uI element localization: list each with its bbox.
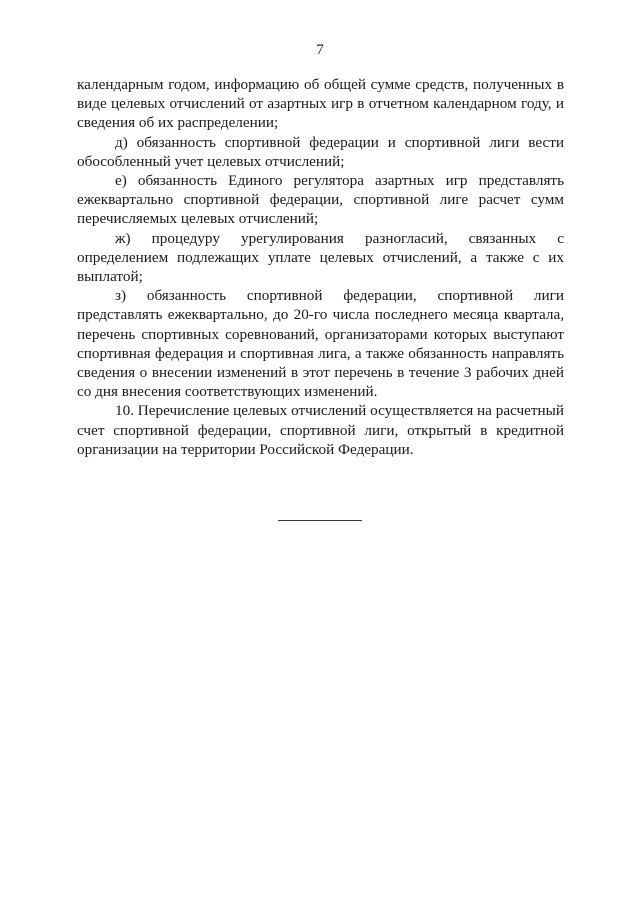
page-number: 7 <box>316 42 324 58</box>
document-body <box>77 75 564 459</box>
paragraph-item-z: з) обязанность спортивной федерации, спортивной лиги представлять ежеквартально, до 20-го числа последнего месяца квартала, перечень спортивных соревнований, организаторами которых выступают спортивная федерация и спортивная лига, а также обязанность направлять сведения о внесении изменений в этот перечень в течение 3 рабочих дней со дня внесения соответствующих изменений. <box>77 287 564 401</box>
paragraph-item-d: д) обязанность спортивной федерации и спортивной лиги вести обособленный учет целевых отчислений; <box>77 133 564 170</box>
end-divider-line <box>278 520 362 521</box>
paragraph-item-10: 10. Перечисление целевых отчислений осуществляется на расчетный счет спортивной федерации, спортивной лиги, открытый в кредитной организации на территории Российской Федерации. <box>77 402 564 458</box>
paragraph-continuation: календарным годом, информацию об общей сумме средств, полученных в виде целевых отчислений от азартных игр в отчетном календарном году, и сведения об их распределении; <box>77 76 564 132</box>
paragraph-item-e: е) обязанность Единого регулятора азартных игр представлять ежеквартально спортивной федерации, спортивной лиге расчет сумм перечисляемых целевых отчислений; <box>77 172 564 228</box>
paragraph-item-zh: ж) процедуру урегулирования разногласий, связанных с определением подлежащих уплате целевых отчислений, а также с их выплатой; <box>77 229 564 286</box>
